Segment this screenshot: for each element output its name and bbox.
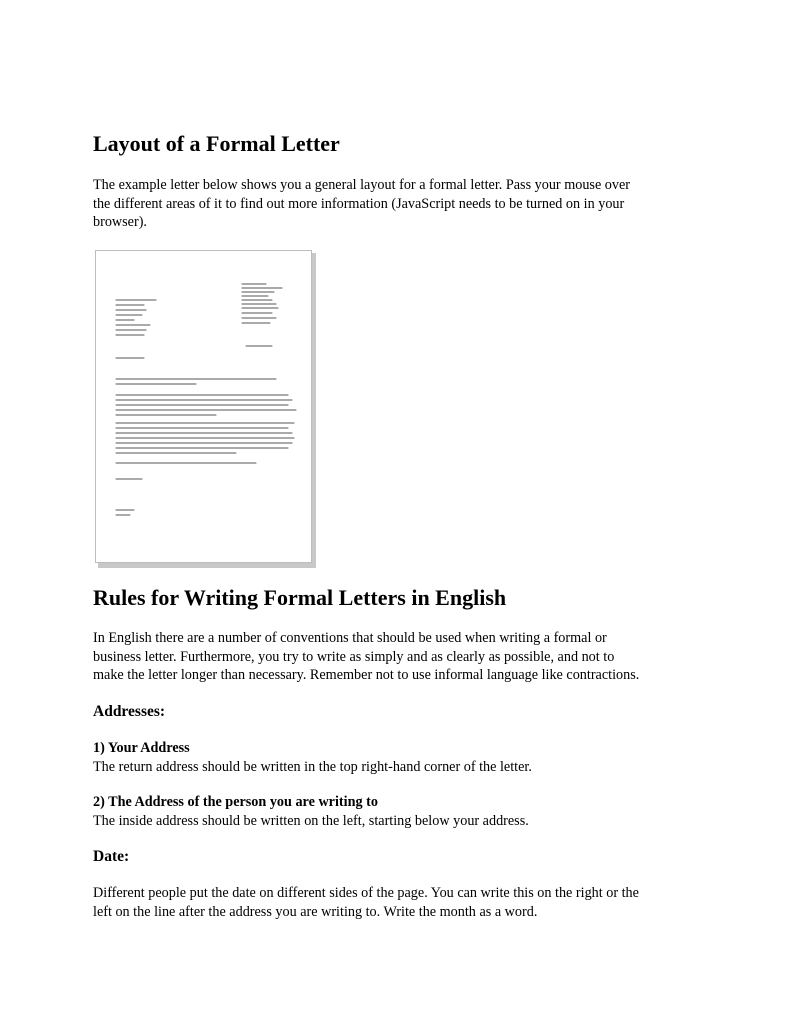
date-text: [93, 884, 703, 921]
rules-intro-line-3: make the letter longer than necessary. Remember not to use informal language like contractions.: [93, 667, 640, 683]
layout-intro-line-1: The example letter below shows you a general layout for a formal letter. Pass your mouse over: [93, 177, 630, 193]
layout-intro-line-3: browser).: [93, 214, 147, 230]
their-address-title: 2) The Address of the person you are writing to: [93, 794, 378, 810]
section-title-rules: Rules for Writing Formal Letters in English: [93, 585, 507, 610]
your-address-title: 1) Your Address: [93, 740, 190, 756]
rules-intro-line-2: business letter. Furthermore, you try to write as simply and as clearly as possible, and not to: [93, 648, 615, 665]
addresses-heading: Addresses:: [93, 703, 166, 720]
their-address-block: [93, 793, 703, 830]
layout-intro: [93, 176, 703, 232]
letter-scribble-art: [96, 251, 313, 564]
their-address-text: The inside address should be written on the left, starting below your address.: [93, 812, 529, 829]
date-heading: Date:: [93, 848, 130, 865]
rules-intro: [93, 629, 703, 685]
your-address-text: The return address should be written in the top right-hand corner of the letter.: [93, 758, 532, 775]
your-address-block: [93, 739, 703, 776]
date-text-line-2: left on the line after the address you are writing to. Write the month as a word.: [93, 903, 538, 920]
section-title-layout: Layout of a Formal Letter: [93, 131, 340, 156]
example-letter-image[interactable]: [95, 250, 312, 563]
rules-intro-line-1: In English there are a number of conventions that should be used when writing a formal or: [93, 630, 607, 646]
layout-intro-line-2: the different areas of it to find out more information (JavaScript needs to be turned on in your: [93, 195, 625, 212]
date-text-line-1: Different people put the date on different sides of the page. You can write this on the right or the: [93, 885, 639, 901]
